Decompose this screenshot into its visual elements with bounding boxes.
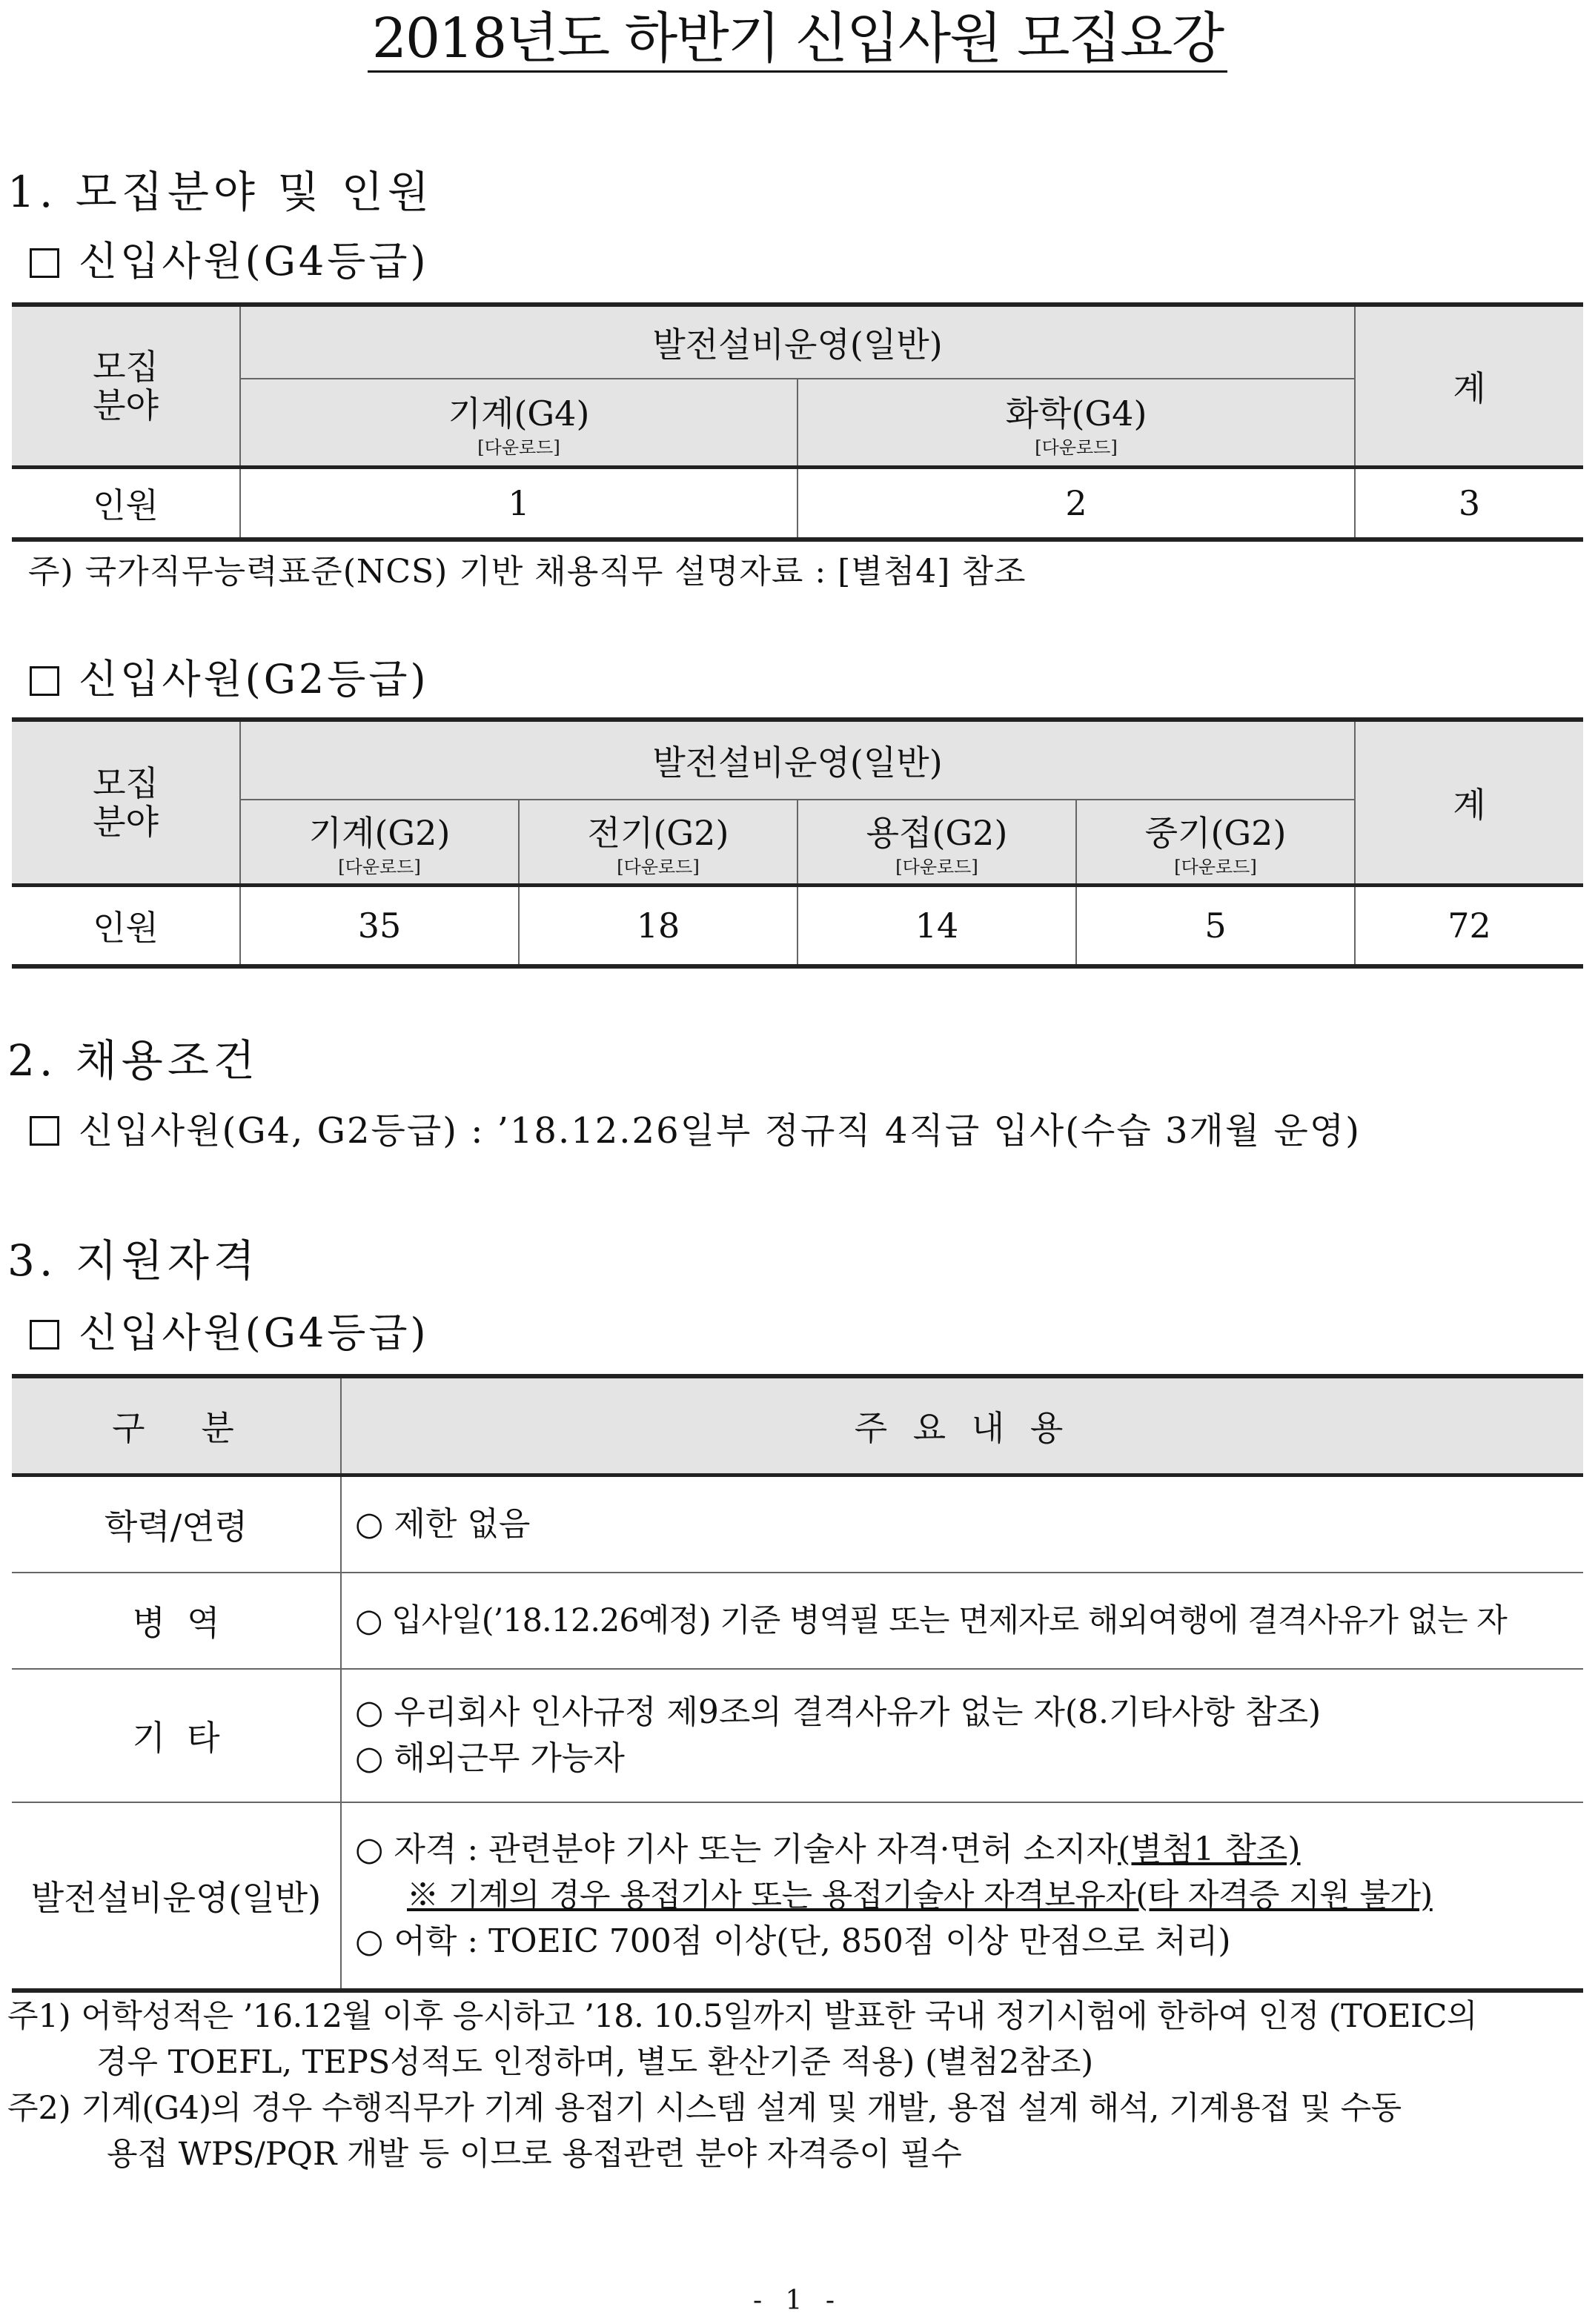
job-column: 전기(G2) [다운로드] [519, 800, 798, 886]
row-label: 기 타 [12, 1669, 341, 1802]
row-content: ○ 자격 : 관련분야 기사 또는 기술사 자격·면허 소지자(별첨1 참조) ※ 기계의 경우 용접기사 또는 용접기술사 자격보유자(타 자격증 지원 불가) ○ 어학 : TOEIC 700점 이상(단, 850점 이상 만점으로 처리) [341, 1802, 1583, 1991]
g2-recruit-table [12, 717, 1583, 969]
row-label: 병 역 [12, 1573, 341, 1669]
total-cell: 72 [1355, 886, 1583, 967]
job-column: 중기(G2) [다운로드] [1076, 800, 1355, 886]
job-column: 기계(G2) [다운로드] [240, 800, 519, 886]
qualification-subheading: 신입사원(G4등급) [30, 1307, 429, 1359]
download-link[interactable]: [다운로드] [617, 857, 700, 877]
group-header: 발전설비운영(일반) [240, 720, 1355, 800]
footnote-1: 주1) 어학성적은 ’16.12월 이후 응시하고 ’18. 10.5일까지 발표한 국내 정기시험에 한하여 인정 (TOEIC의 [7, 1998, 1477, 2035]
checkbox-icon [30, 248, 59, 278]
footnote-2: 주2) 기계(G4)의 경우 수행직무가 기계 용접기 시스템 설계 및 개발, 용접 설계 해석, 기계용접 및 수동 [7, 2090, 1402, 2127]
g2-subheading: 신입사원(G2등급) [30, 654, 429, 706]
employment-condition: 신입사원(G4, G2등급) : ’18.12.26일부 정규직 4직급 입사(수습 3개월 운영) [30, 1107, 1361, 1155]
row-content: ○ 제한 없음 [341, 1475, 1583, 1573]
row-label: 학력/연령 [12, 1475, 341, 1573]
count-cell: 5 [1076, 886, 1355, 967]
count-cell: 18 [519, 886, 798, 967]
download-link[interactable]: [다운로드] [1035, 437, 1118, 458]
count-cell: 14 [798, 886, 1076, 967]
section3-heading: 3. 지원자격 [7, 1235, 259, 1286]
page-title: 2018년도 하반기 신입사원 모집요강 [0, 3, 1595, 74]
count-cell: 35 [240, 886, 519, 967]
download-link[interactable]: [다운로드] [1174, 857, 1257, 877]
g4-subheading: 신입사원(G4등급) [30, 236, 429, 288]
total-header: 계 [1355, 305, 1583, 468]
job-column: 용접(G2) [다운로드] [798, 800, 1076, 886]
count-label: 인원 [12, 468, 240, 540]
total-cell: 3 [1355, 468, 1583, 540]
count-cell: 1 [240, 468, 798, 540]
job-column: 화학(G4) [다운로드] [798, 379, 1355, 468]
footnotes [7, 1993, 1586, 2177]
g4-recruit-table [12, 302, 1583, 542]
checkbox-icon [30, 1320, 59, 1349]
download-link[interactable]: [다운로드] [895, 857, 978, 877]
total-header: 계 [1355, 720, 1583, 886]
field-label: 모집 분야 [12, 720, 240, 886]
row-label: 발전설비운영(일반) [12, 1802, 341, 1991]
header-content: 주 요 내 용 [341, 1376, 1583, 1475]
count-cell: 2 [798, 468, 1355, 540]
footnote-2-cont: 용접 WPS/PQR 개발 등 이므로 용접관련 분야 자격증이 필수 [107, 2136, 962, 2173]
count-label: 인원 [12, 886, 240, 967]
section2-heading: 2. 채용조건 [7, 1035, 259, 1086]
group-header: 발전설비운영(일반) [240, 305, 1355, 379]
download-link[interactable]: [다운로드] [477, 437, 560, 458]
qualification-table [12, 1374, 1583, 1993]
field-label: 모집 분야 [12, 305, 240, 468]
header-category: 구 분 [12, 1376, 341, 1475]
checkbox-icon [30, 1116, 59, 1146]
download-link[interactable]: [다운로드] [338, 857, 421, 877]
page-number: - 1 - [752, 2285, 843, 2316]
ncs-note: 주) 국가직무능력표준(NCS) 기반 채용직무 설명자료 : [별첨4] 참조 [28, 553, 1027, 591]
job-column: 기계(G4) [다운로드] [240, 379, 798, 468]
checkbox-icon [30, 666, 59, 696]
row-content: ○ 우리회사 인사규정 제9조의 결격사유가 없는 자(8.기타사항 참조) ○ 해외근무 가능자 [341, 1669, 1583, 1802]
section1-heading: 1. 모집분야 및 인원 [7, 167, 434, 217]
row-content: ○ 입사일(’18.12.26예정) 기준 병역필 또는 면제자로 해외여행에 결격사유가 없는 자 [341, 1573, 1583, 1669]
footnote-1-cont: 경우 TOEFL, TEPS성적도 인정하며, 별도 환산기준 적용) (별첨2참조) [96, 2044, 1094, 2081]
